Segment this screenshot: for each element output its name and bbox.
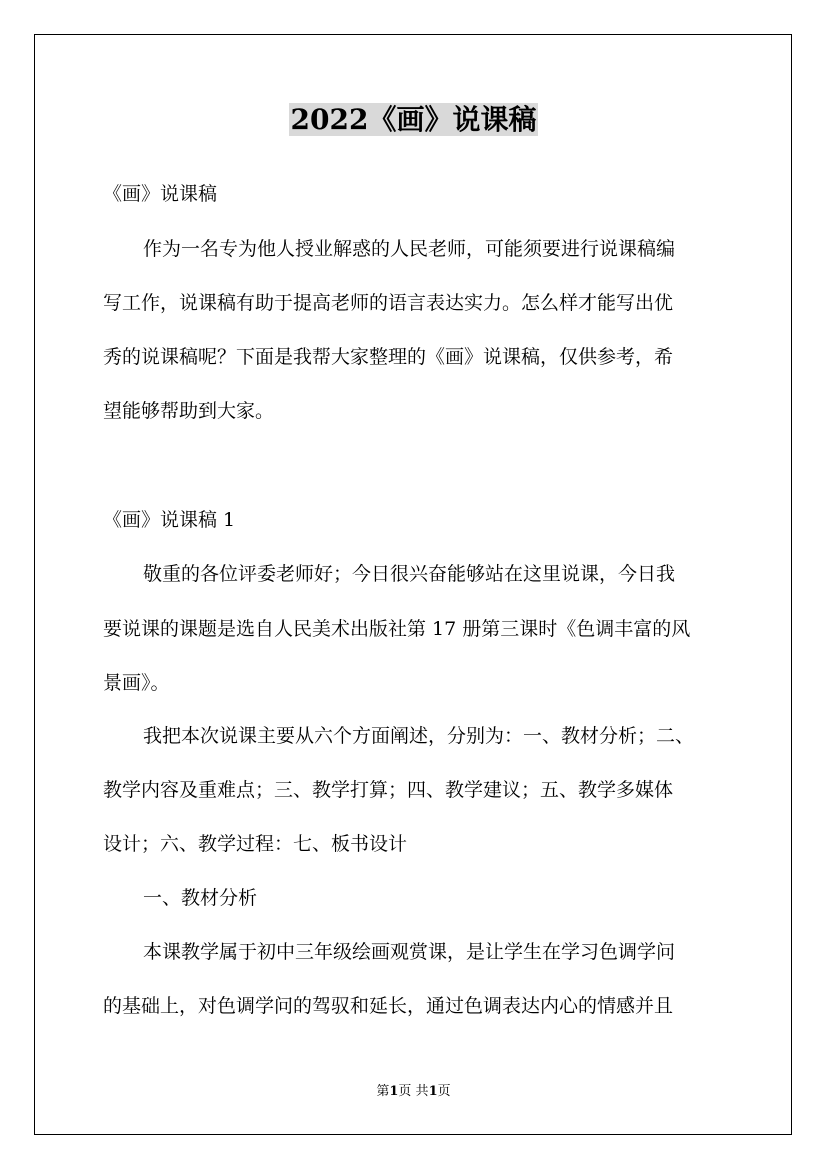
paragraph2-line: 教学内容及重难点；三、教学打算；四、教学建议；五、教学多媒体 xyxy=(103,779,674,801)
footer-suffix: 页 xyxy=(437,1084,451,1099)
paragraph2-line: 我把本次说课主要从六个方面阐述，分别为：一、教材分析；二、 xyxy=(143,725,695,747)
paragraph1-line: 敬重的各位评委老师好；今日很兴奋能够站在这里说课，今日我 xyxy=(143,563,676,585)
intro-line: 望能够帮助到大家。 xyxy=(103,400,275,422)
intro-line: 秀的说课稿呢？下面是我帮大家整理的《画》说课稿，仅供参考，希 xyxy=(103,346,674,368)
footer-total-pages: 1 xyxy=(428,1084,438,1099)
document-subtitle: 《画》说课稿 xyxy=(103,183,218,205)
subheading: 一、教材分析 xyxy=(143,887,258,909)
document-title-text: 2022《画》说课稿 xyxy=(290,103,537,136)
paragraph3-line: 本课教学属于初中三年级绘画观赏课，是让学生在学习色调学问 xyxy=(143,941,676,963)
section-heading: 《画》说课稿 1 xyxy=(103,509,236,531)
paragraph1-line: 要说课的课题是选自人民美术出版社第 17 册第三课时《色调丰富的风 xyxy=(103,618,691,640)
intro-line: 写工作，说课稿有助于提高老师的语言表达实力。怎么样才能写出优 xyxy=(103,292,674,314)
footer-page-number: 1 xyxy=(389,1084,399,1099)
page-footer xyxy=(0,1083,827,1101)
footer-prefix: 第 xyxy=(376,1084,390,1099)
paragraph1-line: 景画》。 xyxy=(103,672,170,694)
paragraph2-line: 设计；六、教学过程：七、板书设计 xyxy=(103,833,408,855)
intro-line: 作为一名专为他人授业解惑的人民老师，可能须要进行说课稿编 xyxy=(143,238,676,260)
paragraph3-line: 的基础上，对色调学问的驾驭和延长，通过色调表达内心的情感并且 xyxy=(103,995,674,1017)
footer-middle: 页 共 xyxy=(398,1084,429,1099)
document-title xyxy=(0,98,827,142)
